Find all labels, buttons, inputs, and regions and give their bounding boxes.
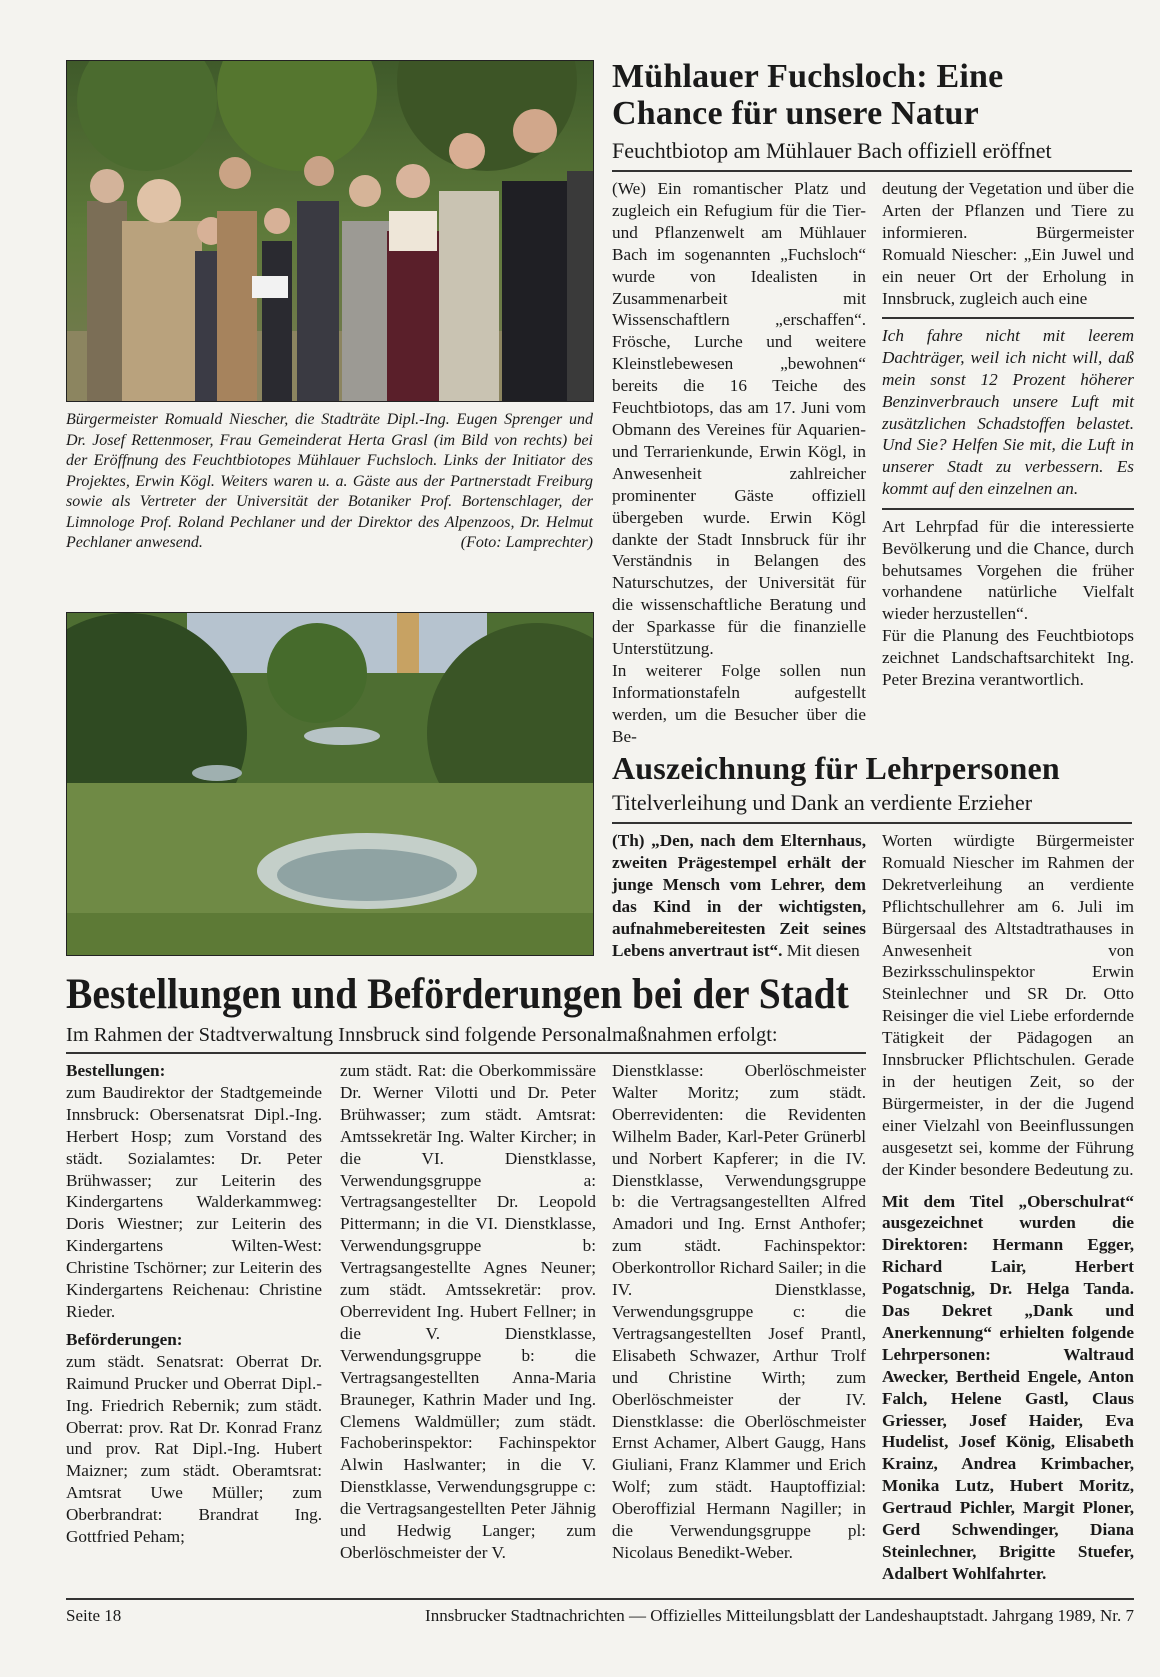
article1-title-line2: Chance für unsere Natur — [612, 95, 979, 132]
photo-opening-ceremony — [66, 60, 594, 402]
article2-lead-rest: Mit diesen — [782, 940, 860, 960]
article2-column-1 — [612, 830, 866, 961]
article2-column-2 — [882, 830, 1134, 1585]
article3-col2-text: zum städt. Rat: die Oberkommissäre Dr. Werner Vilotti und Dr. Peter Brühwasser; zum städt. Amtsrat: Amtssekretär Ing. Walter Kircher; in die VI. Dienstklasse, Verwendungsgruppe a: Vertragsangestellter Dr. Leopold Pittermann; in die VI. Dienstklasse, Verwendungsgruppe b: Vertragsangestellte Agnes Neuner; zum städt. Amtssekretär: prov. Oberrevident Ing. Hubert Fellner; in die V. Dienstklasse, Verwendungsgruppe b: die Vertragsangestellten Anna-Maria Brauneger, Kathrin Mader und Ing. Clemens Waldmüller; zum städt. Fachoberinspektor: Fachinspektor Alwin Haslwanter; in die V. Dienstklasse, Verwendungsgruppe c: die Vertragsangestellten Peter Jähnig und Hedwig Langer; zum Oberlöschmeister der V. — [340, 1061, 596, 1562]
article1-col1-text: (We) Ein romantischer Platz und zugleich ein Refugium für die Tier- und Pflanzenwelt am Mühlauer Bach im sogenannten „Fuchsloch“ wurde von Idealisten in Zusammenarbeit mit Wissenschaftlern „erschaffen“. Frösche, Lurche und weitere Kleinstlebewesen „bewohnen“ bereits die 16 Teiche des Feuchtbiotops, das am 17. Juni vom Obmann des Vereines für Aquarien- und Terrarienkunde, Erwin Kögl, in Anwesenheit zahlreicher prominenter Gäste offiziell übergeben wurde. Erwin Kögl dankte der Stadt Innsbruck für ihr Verständnis in Belangen des Naturschutzes, der Universität für die wissenschaftliche Beratung und der Sparkasse für die finanzielle Unterstützung. — [612, 179, 866, 659]
caption-text: Bürgermeister Romuald Niescher, die Stadträte Dipl.-Ing. Eugen Sprenger und Dr. Josef Rettenmoser, Frau Gemeinderat Herta Grasl (im Bild von rechts) bei der Eröffnung des Feuchtbiotopes Mühlauer Fuchsloch. Links der Initiator des Projektes, Erwin Kögl. Weiters waren u. a. Gäste aus der Partnerstadt Freiburg sowie als Vertreter der Universität der Botaniker Prof. Bortenschlager, der Limnologe Prof. Roland Pechlaner und der Direktor des Alpenzoos, Dr. Helmut Pechlaner anwesend. — [66, 411, 593, 551]
article3-column-1 — [66, 1060, 322, 1548]
article3-column-3 — [612, 1060, 866, 1564]
article2-rule — [612, 822, 1132, 824]
article2-col2-text: Worten würdigte Bürgermeister Romuald Niescher im Rahmen der Dekretverleihung an verdiente Pflichtschullehrer am 6. Juli im Bürgersaal des Altstadtrathauses in Anwesenheit von Bezirksschulinspektor Erwin Steinlechner und SR Dr. Otto Reisinger die viel Liebe erfordernde Tätigkeit der Pädagogen an Innsbrucker Pflichtschulen. Gerade in der heutigen Zeit, so der Bürgermeister, in der die Jugend einer Vielzahl von Beeinflussungen ausgesetzt sei, komme der Führung der Kinder besondere Bedeutung zu. — [882, 831, 1134, 1179]
bestellungen-heading: Bestellungen: — [66, 1061, 166, 1080]
photo-credit: (Foto: Lamprechter) — [460, 534, 593, 551]
article2-lead: (Th) „Den, nach dem Elternhaus, zweiten Prägestempel erhält der junge Mensch vom Lehrer, dem das Kind in der wichtigsten, aufnahmebereitesten Zeit seines Lebens anvertraut ist“. — [612, 831, 866, 960]
notice-rule-top — [882, 317, 1134, 319]
footer-publication: Innsbrucker Stadtnachrichten — Offizielles Mitteilungsblatt der Landeshauptstadt. Jahrgang 1989, Nr. 7 — [425, 1606, 1134, 1625]
article1-subtitle: Feuchtbiotop am Mühlauer Bach offiziell eröffnet — [612, 138, 1052, 163]
article1-column-1 — [612, 178, 866, 748]
befoerderungen-text: zum städt. Senatsrat: Oberrat Dr. Raimund Prucker und Oberrat Dipl.-Ing. Friedrich Rebernik; zum städt. Oberrat: prov. Rat Dr. Konrad Franz und prov. Rat Dipl.-Ing. Hubert Maizner; zum städt. Oberamtsrat: Amtsrat Uwe Müller; zum Oberbrandrat: Brandrat Ing. Gottfried Peham; — [66, 1351, 322, 1547]
article1-col1-text-b: In weiterer Folge sollen nun Informationstafeln aufgestellt werden, um die Besucher über die Be- — [612, 660, 866, 746]
article2-awardees: Mit dem Titel „Oberschulrat“ ausgezeichnet wurden die Direktoren: Hermann Egger, Richard Lair, Herbert Pogatschnig, Dr. Helga Tanda. Das Dekret „Dank und Anerkennung“ erhielten folgende Lehrpersonen: Waltraud Awecker, Bertheid Engele, Anton Falch, Helene Gastl, Claus Griesser, Josef Haider, Eva Hudelist, Josef König, Elisabeth Krainz, Andrea Krimbacher, Monika Lutz, Hubert Moritz, Gertraud Pichler, Margit Ploner, Gerd Schwendinger, Diana Steinlechner, Brigitte Stuefer, Adalbert Wohlfahrter. — [882, 1191, 1134, 1583]
article1-title — [612, 58, 1152, 132]
footer-rule — [66, 1598, 1134, 1600]
article1-rule — [612, 170, 1132, 172]
dachtraeger-notice: Ich fahre nicht mit leerem Dachträger, weil ich nicht will, daß mein sonst 12 Prozent höherer Benzinverbrauch unsere Luft mit zusätzlichen Schadstoffen belastet. Und Sie? Helfen Sie mit, die Luft in unserer Stadt zu verbessern. Es kommt auf den einzelnen an. — [882, 325, 1134, 499]
article3-title: Bestellungen und Beförderungen bei der Stadt — [66, 971, 849, 1018]
notice-rule-bottom — [882, 508, 1134, 510]
article1-column-2 — [882, 178, 1134, 691]
article2-subtitle: Titelverleihung und Dank an verdiente Erzieher — [612, 790, 1033, 815]
article3-col3-text: Dienstklasse: Oberlöschmeister Walter Moritz; zum städt. Oberrevidenten: die Revidenten Wilhelm Bader, Karl-Peter Grünerbl und Norbert Kapferer; in die IV. Dienstklasse, Verwendungsgruppe b: die Vertragsangestellten Alfred Amadori und Ing. Ernst Anthofer; zum städt. Fachinspektor: Oberkontrollor Richard Sailer; in die IV. Dienstklasse, Verwendungsgruppe c: die Vertragsangestellten Josef Prantl, Elisabeth Schwazer, Arthur Trolf und Christine Wirth; zum Oberlöschmeister der IV. Dienstklasse: die Oberlöschmeister Ernst Achamer, Albert Gaugg, Hans Giuliani, Franz Klammer und Erich Wolf; zum städt. Hauptoffizial: Oberoffizial Hermann Nagiller; in die Verwendungsgruppe pl: Nicolaus Benedikt-Weber. — [612, 1061, 866, 1562]
article1-title-line1: Mühlauer Fuchsloch: Eine — [612, 58, 1004, 95]
article1-col2-text-c: Für die Planung des Feuchtbiotops zeichnet Landschaftsarchitekt Ing. Peter Brezina verantwortlich. — [882, 626, 1134, 690]
article2-title: Auszeichnung für Lehrpersonen — [612, 750, 1060, 786]
footer-page-number: Seite 18 — [66, 1606, 122, 1625]
photo-caption — [66, 410, 593, 554]
article1-col2-text-a: deutung der Vegetation und über die Arten der Pflanzen und Tiere zu informieren. Bürgermeister Romuald Niescher: „Ein Juwel und ein neuer Ort der Erholung in Innsbruck, zugleich auch eine — [882, 179, 1134, 308]
photo-pond — [66, 612, 594, 956]
article3-column-2 — [340, 1060, 596, 1564]
bestellungen-text: zum Baudirektor der Stadtgemeinde Innsbruck: Obersenatsrat Dipl.-Ing. Herbert Hosp; zum Vorstand des städt. Sozialamtes: Dr. Peter Brühwasser; zur Leiterin des Kindergartens Walderkammweg: Doris Wiestner; zur Leiterin des Kindergartens Wilten-West: Christine Tschörner; zur Leiterin des Kindergartens Reichenau: Christine Rieder. — [66, 1082, 322, 1321]
article3-rule — [66, 1052, 866, 1054]
befoerderungen-heading: Beförderungen: — [66, 1329, 183, 1349]
article3-subtitle: Im Rahmen der Stadtverwaltung Innsbruck sind folgende Personalmaßnahmen erfolgt: — [66, 1024, 778, 1046]
article1-col2-text-b: Art Lehrpfad für die interessierte Bevölkerung und die Chance, durch behutsames Vorgehen die früher vorhandene natürliche Vielfalt wieder herzustellen“. — [882, 516, 1134, 624]
